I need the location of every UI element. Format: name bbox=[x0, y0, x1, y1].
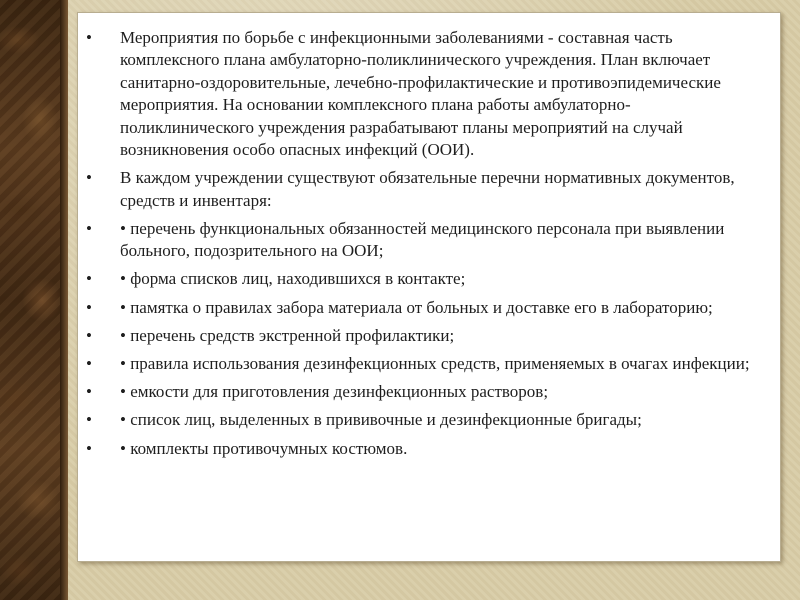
list-item-text: • емкости для приготовления дезинфекционных растворов; bbox=[120, 382, 549, 402]
bullet-marker: • bbox=[86, 269, 92, 289]
list-item bbox=[78, 409, 762, 431]
bullet-marker: • bbox=[86, 382, 92, 402]
bullet-marker: • bbox=[86, 410, 92, 430]
list-item bbox=[78, 438, 762, 460]
list-item bbox=[78, 27, 762, 161]
list-item bbox=[78, 325, 762, 347]
bullet-marker: • bbox=[86, 438, 92, 458]
bullet-marker: • bbox=[86, 218, 92, 238]
bullet-marker: • bbox=[86, 297, 92, 317]
list-item bbox=[78, 218, 762, 263]
list-item-text: • перечень средств экстренной профилактики; bbox=[120, 325, 455, 345]
bullet-marker: • bbox=[86, 168, 92, 188]
list-item-text: • правила использования дезинфекционных средств, применяемых в очагах инфекции; bbox=[120, 354, 750, 374]
bullet-marker: • bbox=[86, 325, 92, 345]
bullet-marker: • bbox=[86, 354, 92, 374]
list-item bbox=[78, 167, 762, 212]
bullet-marker: • bbox=[86, 28, 92, 47]
list-item bbox=[78, 268, 762, 290]
content-panel bbox=[77, 12, 781, 562]
list-item-text: • комплекты противочумных костюмов. bbox=[120, 438, 408, 458]
list-item-text: • форма списков лиц, находившихся в контакте; bbox=[120, 269, 466, 289]
list-item-text: • список лиц, выделенных в прививочные и дезинфекционные бригады; bbox=[120, 410, 642, 430]
list-item bbox=[78, 353, 762, 375]
list-item-text: Мероприятия по борьбе с инфекционными заболеваниями - составная часть комплексного плана амбулаторно-поликлинического учреждения. План включает санитарно-оздоровительные, лечебно-профилактические и противоэпидемические мероприятия. На основании комплексного плана работы амбулаторно-поликлинического учреждения разрабатывают планы мероприятий на случай возникновения особо опасных инфекций (ООИ). bbox=[120, 28, 721, 160]
list-item bbox=[78, 381, 762, 403]
list-item-text: В каждом учреждении существуют обязательные перечни нормативных документов, средств и инвентаря: bbox=[120, 168, 735, 210]
list-item-text: • памятка о правилах забора материала от больных и доставке его в лабораторию; bbox=[120, 297, 713, 317]
list-item bbox=[78, 297, 762, 319]
bullet-list bbox=[78, 13, 780, 460]
decorative-leaf-strip bbox=[0, 0, 60, 600]
list-item-text: • перечень функциональных обязанностей медицинского персонала при выявлении больного, подозрительного на ООИ; bbox=[120, 218, 725, 261]
decorative-divider bbox=[60, 0, 68, 600]
